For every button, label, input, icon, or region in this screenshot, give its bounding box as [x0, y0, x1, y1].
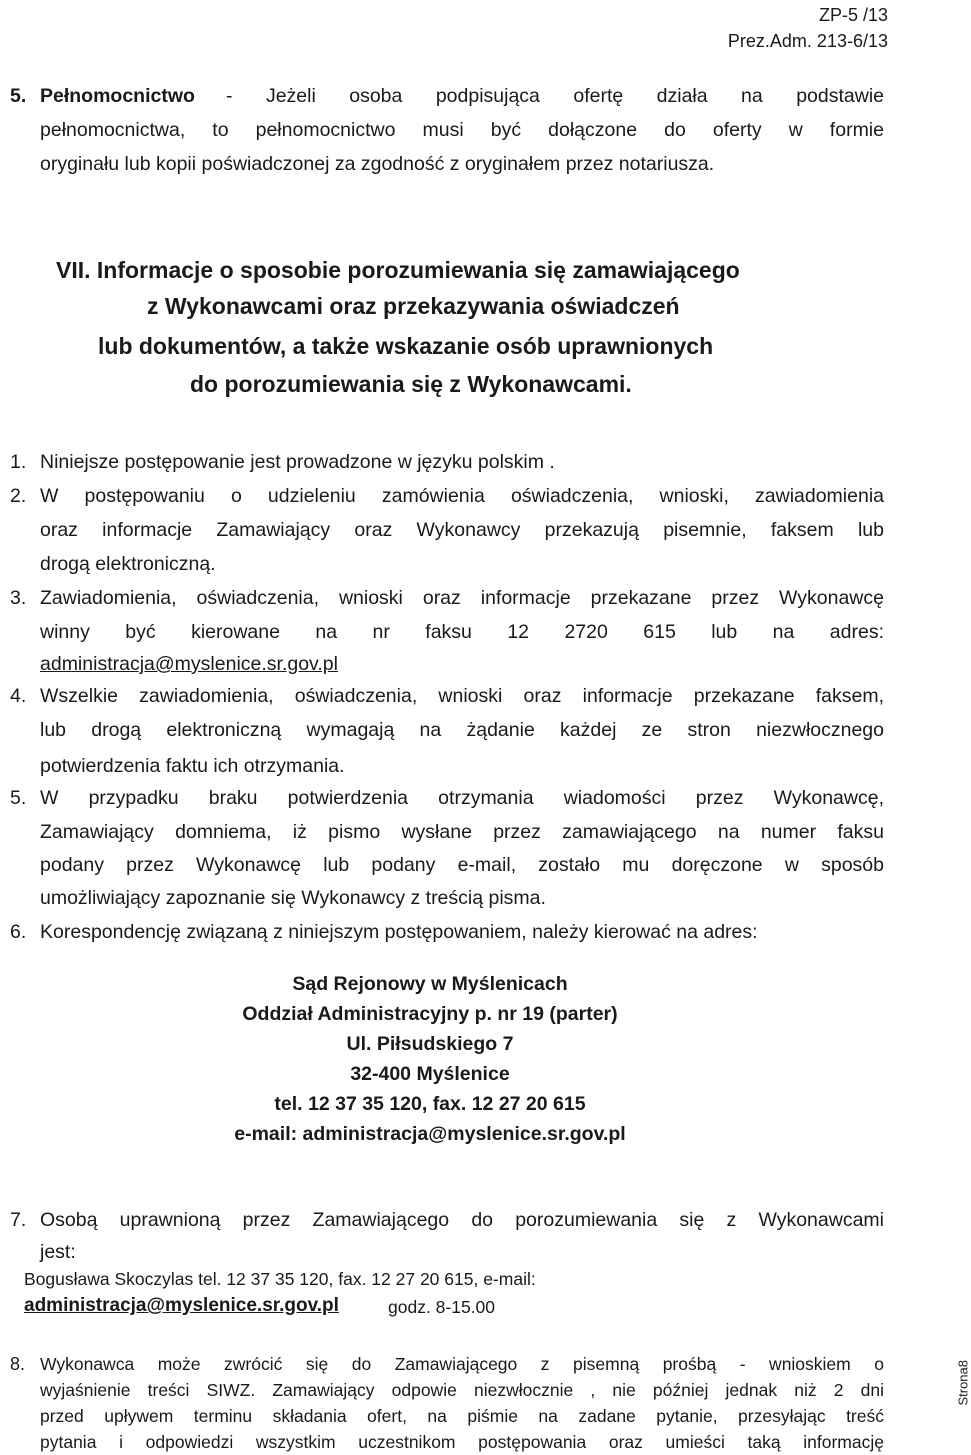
item-4-line-2: lub drogą elektroniczną wymagają na żądanie każdej ze stron niezwłocznego: [40, 719, 884, 741]
item-3-number: 3.: [10, 587, 27, 609]
item-8-line-1: Wykonawca może zwrócić się do Zamawiającego z pisemną prośbą - wnioskiem o: [40, 1354, 884, 1374]
item-8-line-2: wyjaśnienie treści SIWZ. Zamawiający odpowie niezwłocznie , nie później jednak niż 2 dni: [40, 1380, 884, 1400]
item-8-line-3: przed upływem terminu składania ofert, na piśmie na zadane pytanie, przesyłając treść: [40, 1406, 884, 1426]
item-3-line-2: winny być kierowane na nr faksu 12 2720 615 lub na adres:: [40, 621, 884, 643]
item-3-email-link[interactable]: administracja@myslenice.sr.gov.pl: [40, 653, 338, 675]
item-7-email-link[interactable]: administracja@myslenice.sr.gov.pl: [24, 1295, 339, 1316]
item-8-number: 8.: [10, 1354, 26, 1374]
address-email: e-mail: administracja@myslenice.sr.gov.pl: [234, 1123, 626, 1145]
item-5-line-2: pełnomocnictwa, to pełnomocnictwo musi być dołączone do oferty w formie: [40, 119, 884, 141]
doc-ref-2: Prez.Adm. 213-6/13: [727, 31, 888, 51]
address-street: Ul. Piłsudskiego 7: [346, 1033, 514, 1055]
item-4-line-1: Wszelkie zawiadomienia, oświadczenia, wnioski oraz informacje przekazane faksem,: [40, 685, 884, 707]
item-7-hours: godz. 8-15.00: [388, 1297, 496, 1317]
doc-ref-1: ZP-5 /13: [818, 5, 888, 25]
address-court-name: Sąd Rejonowy w Myślenicach: [292, 973, 568, 995]
address-city: 32-400 Myślenice: [350, 1063, 510, 1085]
item-6-number: 6.: [10, 921, 27, 943]
item-3-line-1: Zawiadomienia, oświadczenia, wnioski oraz informacje przekazane przez Wykonawcę: [40, 587, 884, 609]
item-6-text: Korespondencję związaną z niniejszym postępowaniem, należy kierować na adres:: [40, 921, 758, 943]
item-7-line-1: Osobą uprawnioną przez Zamawiającego do porozumiewania się z Wykonawcami: [40, 1209, 884, 1231]
section-heading-line-2: z Wykonawcami oraz przekazywania oświadczeń: [147, 293, 680, 319]
item-7-contact: Bogusława Skoczylas tel. 12 37 35 120, fax. 12 27 20 615, e-mail:: [24, 1269, 536, 1289]
section-heading-line-1: VII. Informacje o sposobie porozumiewania się zamawiającego: [56, 257, 740, 283]
item-5b-line-4: umożliwiający zapoznanie się Wykonawcy z treścią pisma.: [40, 887, 546, 909]
item-5-line-1: - Jeżeli osoba podpisująca ofertę działa na podstawie: [226, 85, 884, 107]
item-5b-line-1: W przypadku braku potwierdzenia otrzymania wiadomości przez Wykonawcę,: [40, 787, 884, 809]
address-department: Oddział Administracyjny p. nr 19 (parter): [242, 1003, 618, 1025]
item-1-number: 1.: [10, 451, 27, 473]
item-4-line-3: potwierdzenia faktu ich otrzymania.: [40, 755, 345, 777]
item-5-number: 5.: [10, 85, 27, 107]
item-5b-line-2: Zamawiający domniema, iż pismo wysłane przez zamawiającego na numer faksu: [40, 821, 884, 843]
section-heading-line-4: do porozumiewania się z Wykonawcami.: [190, 371, 632, 397]
item-5b-line-3: podany przez Wykonawcę lub podany e-mail, zostało mu doręczone w sposób: [40, 854, 884, 876]
item-7-line-2: jest:: [40, 1241, 76, 1263]
item-4-number: 4.: [10, 685, 27, 707]
item-2-number: 2.: [10, 485, 27, 507]
page-number: Strona8: [956, 1360, 971, 1406]
item-8-line-4: pytania i odpowiedzi wszystkim uczestnikom postępowania oraz umieści taką informację: [40, 1432, 884, 1452]
item-5-title: Pełnomocnictwo: [40, 85, 195, 107]
item-2-line-3: drogą elektroniczną.: [40, 553, 216, 575]
item-2-line-2: oraz informacje Zamawiający oraz Wykonawcy przekazują pisemnie, faksem lub: [40, 519, 884, 541]
item-7-number: 7.: [10, 1209, 27, 1231]
item-2-line-1: W postępowaniu o udzieleniu zamówienia oświadczenia, wnioski, zawiadomienia: [40, 485, 884, 507]
address-phone-fax: tel. 12 37 35 120, fax. 12 27 20 615: [274, 1093, 586, 1115]
section-heading-line-3: lub dokumentów, a także wskazanie osób uprawnionych: [98, 333, 714, 359]
item-1-text: Niniejsze postępowanie jest prowadzone w języku polskim .: [40, 451, 555, 473]
item-5b-number: 5.: [10, 787, 27, 809]
item-5-line-3: oryginału lub kopii poświadczonej za zgodność z oryginałem przez notariusza.: [40, 153, 715, 175]
